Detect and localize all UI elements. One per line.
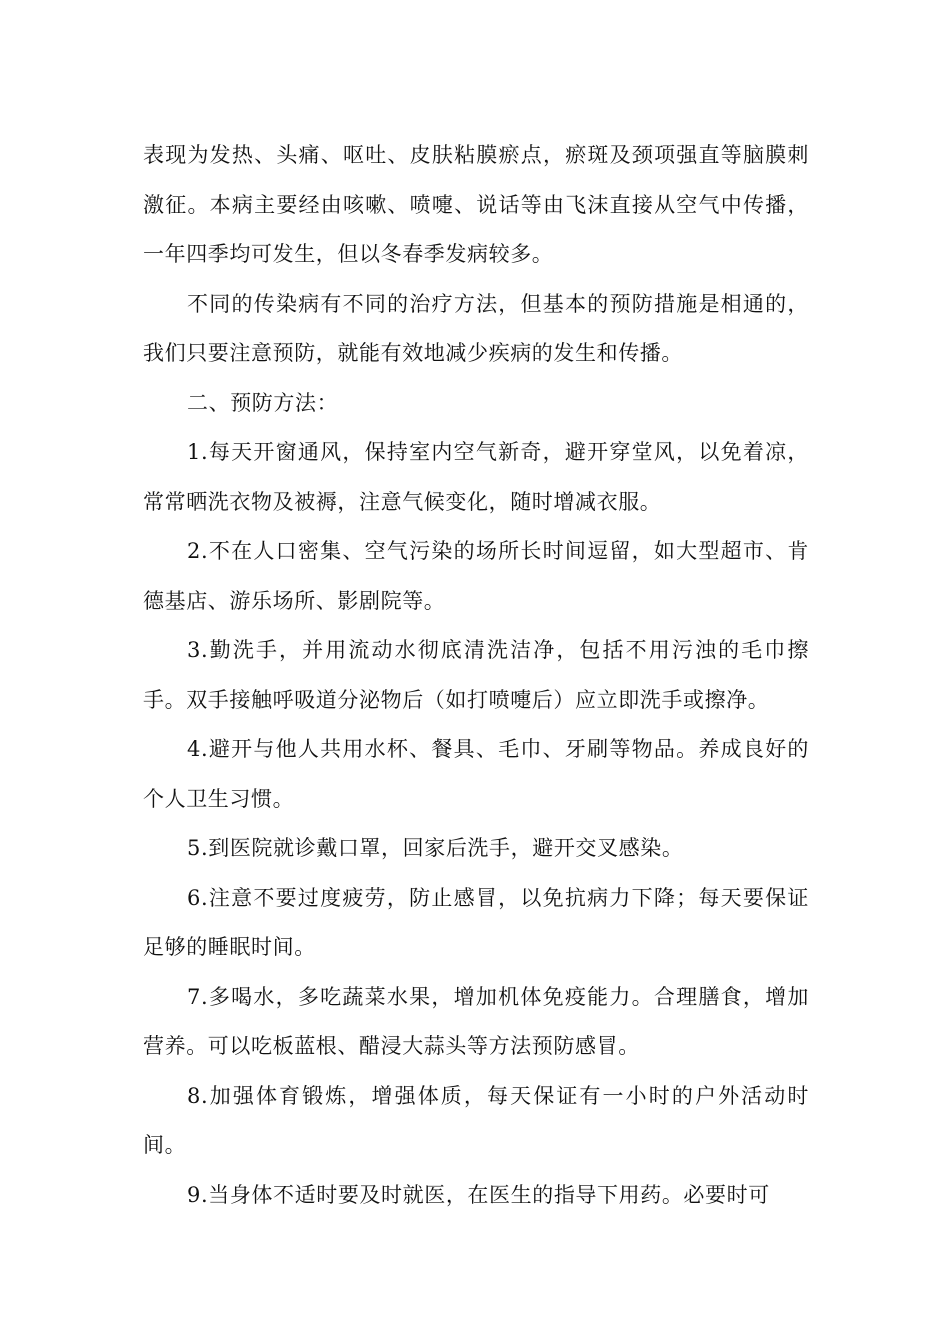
list-item: 3.勤洗手，并用流动水彻底清洗洁净，包括不用污浊的毛巾擦手。双手接触呼吸道分泌物后（如打喷嚏后）应立即洗手或擦净。 [143, 638, 809, 712]
list-item: 9.当身体不适时要及时就医，在医生的指导下用药。必要时可 [187, 1182, 770, 1207]
list-item: 7.多喝水，多吃蔬菜水果，增加机体免疫能力。合理膳食，增加营养。可以吃板蓝根、醋浸大蒜头等方法预防感冒。 [143, 984, 809, 1058]
document-body [143, 131, 809, 1220]
list-item: 6.注意不要过度疲劳，防止感冒，以免抗病力下降；每天要保证足够的睡眠时间。 [143, 885, 809, 959]
list-item: 5.到医院就诊戴口罩，回家后洗手，避开交叉感染。 [187, 836, 684, 860]
section-heading-prevention: 二、预防方法： [187, 390, 339, 415]
paragraph-treatment: 不同的传染病有不同的治疗方法，但基本的预防措施是相通的，我们只要注意预防，就能有效地减少疾病的发生和传播。 [143, 291, 809, 365]
list-item: 2.不在人口密集、空气污染的场所长时间逗留，如大型超市、肯德基店、游乐场所、影剧院等。 [143, 539, 809, 613]
list-item: 8.加强体育锻炼，增强体质，每天保证有一小时的户外活动时间。 [143, 1083, 809, 1157]
paragraph-symptoms: 表现为发热、头痛、呕吐、皮肤粘膜瘀点，瘀斑及颈项强直等脑膜刺激征。本病主要经由咳嗽、喷嚏、说话等由飞沫直接从空气中传播，一年四季均可发生，但以冬春季发病较多。 [143, 143, 809, 266]
list-item: 1.每天开窗通风，保持室内空气新奇，避开穿堂风，以免着凉，常常晒洗衣物及被褥，注意气候变化，随时增减衣服。 [143, 440, 809, 514]
list-item: 4.避开与他人共用水杯、餐具、毛巾、牙刷等物品。养成良好的个人卫生习惯。 [143, 737, 809, 811]
